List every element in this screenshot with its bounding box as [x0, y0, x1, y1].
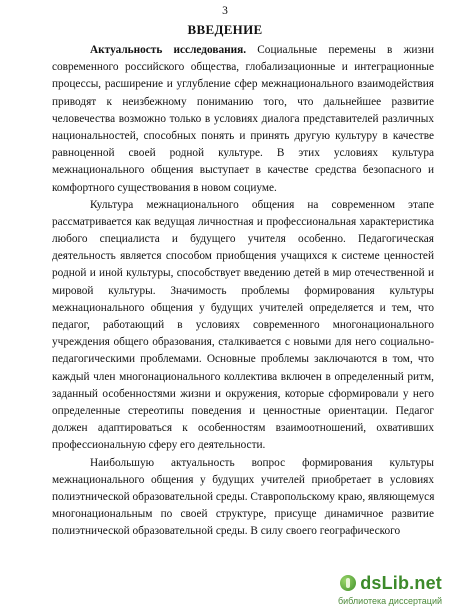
line-text: учреждения общего образования, сталкивается с новыми для него социально- [52, 336, 434, 349]
text-line [52, 145, 434, 162]
text-line [52, 59, 434, 76]
text-line [52, 76, 434, 93]
text-line [52, 386, 434, 403]
line-text: заданный особенностями жизни и окружения, которые сформировали у него [52, 387, 434, 400]
line-text: педагог, работающий в условиях современного многонационального [52, 319, 434, 331]
line-text: приводят к неизбежному пониманию того, что дальнейшее развитие [52, 95, 434, 108]
line-text: процессы, расширение и углубление сфер межнационального взаимодействия [52, 78, 434, 91]
text-line [52, 94, 434, 111]
text-line [52, 334, 434, 351]
text-line [52, 111, 434, 128]
text-line [52, 300, 434, 317]
line-text: многонациональным по своей структуре, присуще динамичное развитие [52, 508, 434, 521]
line-text: профессиональную сферу его деятельности. [52, 439, 266, 452]
text-line [52, 214, 434, 231]
page-title: ВВЕДЕНИЕ [187, 22, 263, 37]
text-line [52, 369, 434, 386]
line-text: национальностей, способных понять и принять другую культуру в качестве [52, 129, 434, 142]
line-text: мировой культуры. Значимость проблемы формирования культуры [52, 284, 434, 297]
line-text: родной и иной культуры, способствует введению детей в мир отечественной и [52, 267, 434, 280]
text-line [52, 283, 434, 300]
line-text: полиэтнической образовательной среды. В силу своего географического [52, 525, 401, 538]
text-line [52, 351, 434, 368]
watermark-subtitle: библиотека диссертаций [337, 596, 442, 606]
text-line [52, 455, 434, 472]
line-text: должен адаптироваться к особенностям взаимоотношений, охвативших [52, 422, 434, 435]
line-text: деятельность является способом приобщения учащихся к системе ценностей [52, 250, 434, 263]
paragraph [52, 42, 434, 197]
text-line [52, 42, 434, 59]
line-text: комфортного существования в новом социуме. [52, 181, 277, 194]
line-text: рассматривается как ведущая личностная и профессиональная характеристика [52, 215, 434, 228]
text-line [52, 162, 434, 179]
line-text: равноценной своей родной культуре. В этих условиях культура [52, 147, 434, 160]
text-line [52, 197, 434, 214]
line-text: межнационального общения у будущих учителей определяется и тем, что [52, 301, 434, 314]
line-text: межнационального общения выступает в качестве средства безопасного и [52, 164, 434, 177]
text-line [52, 317, 434, 334]
line-text: человечества возможно только в условиях диалога представителей различных [52, 112, 434, 125]
line-text: определенные стереотипы поведения и ценностные ориентации. Педагог [52, 404, 434, 417]
line-text: Культура межнационального общения на современном этапе [90, 198, 434, 211]
text-line [52, 231, 434, 248]
text-line [52, 180, 434, 197]
paragraph [52, 197, 434, 455]
line-text: Наибольшую актуальность вопрос формирования культуры [90, 456, 434, 469]
line-text: любого специалиста и будущего учителя особенно. Педагогическая [52, 233, 434, 246]
text-line [52, 506, 434, 523]
text-line [52, 248, 434, 265]
text-line [52, 128, 434, 145]
watermark-logo[interactable] [340, 571, 442, 595]
line-text: каждый член многонационального коллектива включен в определенный ритм, [52, 370, 434, 383]
line-text: полиэтнической образовательной среды. Ставропольскому краю, являющемуся [52, 490, 435, 503]
line-text: межнационального общения у будущих учителей приобретает в условиях [52, 473, 434, 486]
text-line [52, 437, 434, 454]
watermark-logo-text: dsLib.net [360, 572, 442, 593]
paragraph [52, 455, 434, 541]
dslib-logo-icon [340, 575, 356, 591]
text-line [52, 489, 434, 506]
section-lead: Актуальность исследования. [90, 44, 247, 56]
text-line [52, 403, 434, 420]
text-line [52, 523, 434, 540]
text-line [52, 265, 434, 282]
line-text: Социальные перемены в жизни [246, 44, 434, 56]
document-body [52, 42, 434, 540]
line-text: современного российского общества, глобализационные и интеграционные [52, 61, 434, 74]
page-number: 3 [222, 5, 228, 17]
text-line [52, 420, 434, 437]
line-text: педагогическими проблемами. Основные проблемы заключаются в том, что [52, 353, 434, 366]
text-line [52, 472, 434, 489]
watermark[interactable] [326, 571, 444, 611]
